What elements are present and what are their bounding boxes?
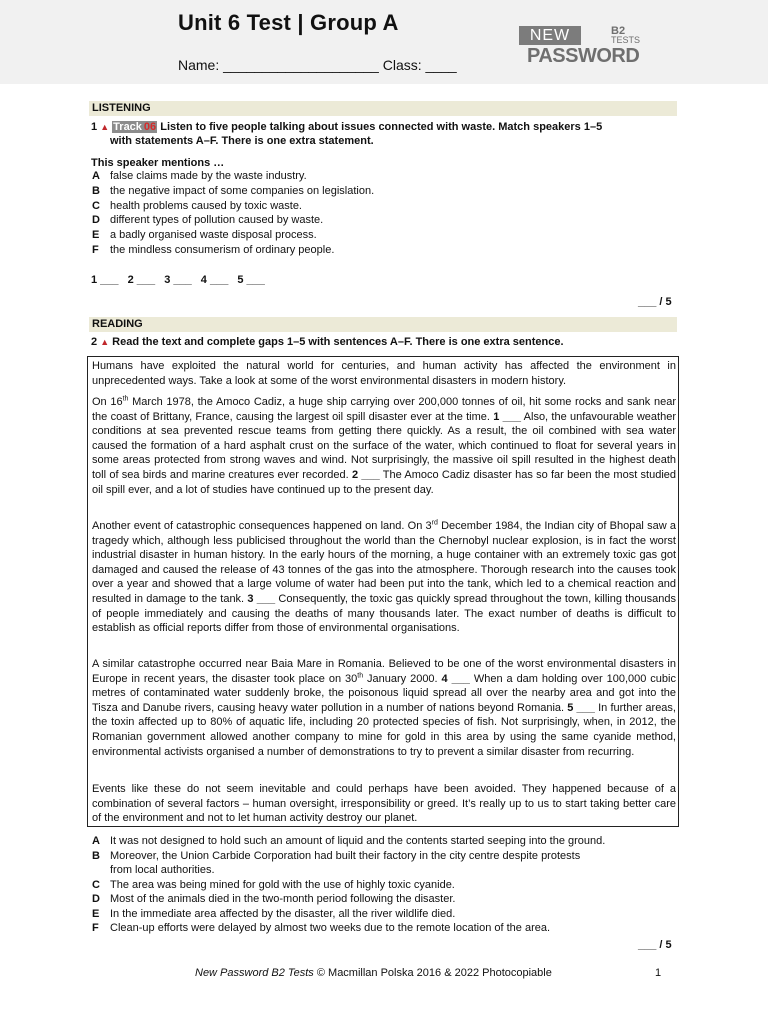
option-letter: F: [92, 244, 99, 256]
option-text: the mindless consumerism of ordinary people.: [110, 244, 335, 256]
option-letter: A: [92, 170, 100, 182]
name-class-line: Name: ____________________ Class: ____: [178, 57, 457, 73]
gap-1[interactable]: 1 ___: [493, 410, 521, 423]
reading-heading: READING: [89, 317, 677, 332]
option-letter: D: [92, 214, 100, 226]
text: December 1984, the Indian city of Bhopal saw a tragedy which, although less publicised throughout the world than the Chernobyl nuclear explosion, is in fact the worst industrial disaster in human history. In the early hours of the morning, a huge container with an extremely toxic gas got damaged and caused the release of 43 tonnes of the gas into the atmosphere. Thorough research into the causes took over a year and showed that a large volume of water had been put into the tank, which led to a chemical reaction and resulted in damage to the tank.: [92, 520, 676, 605]
logo-tests: TESTS: [611, 35, 641, 45]
footer-book-title: New Password B2 Tests: [195, 967, 314, 979]
option-letter: A: [92, 835, 100, 847]
reading-instruction: [91, 335, 564, 350]
reading-score: ___ / 5: [638, 939, 672, 951]
logo-level: B2: [611, 25, 626, 37]
answer-blank[interactable]: 4 ___: [200, 274, 229, 286]
option-text: different types of pollution caused by waste.: [110, 214, 324, 226]
listening-score: ___ / 5: [638, 296, 672, 308]
option-text: a badly organised waste disposal process.: [110, 229, 317, 241]
track-label: Track: [113, 121, 142, 133]
option-text: The area was being mined for gold with the use of highly toxic cyanide.: [110, 879, 455, 891]
paragraph-amoco-cadiz: [92, 395, 676, 497]
text: When a dam holding over 100,000 cubic metres of contaminated water suddenly broke, the poisonous liquid spread all over the nearby area and got into the Tisza and Danube rivers, causing heavy water pollution in a number of nations beyond Romania.: [92, 672, 676, 714]
option-text: Most of the animals died in the two-month period following the disaster.: [110, 893, 456, 905]
text: On 16: [92, 396, 123, 408]
gap-2[interactable]: 2 ___: [351, 468, 380, 481]
option-text: health problems caused by toxic waste.: [110, 200, 302, 212]
footer-copyright: [195, 967, 552, 979]
option-text: the negative impact of some companies on legislation.: [110, 185, 375, 197]
option-text: false claims made by the waste industry.: [110, 170, 307, 182]
option-letter: F: [92, 922, 99, 934]
answer-blank[interactable]: 3 ___: [164, 274, 192, 286]
listening-instruction-line2: with statements A–F. There is one extra statement.: [110, 135, 374, 147]
option-letter: B: [92, 850, 100, 862]
listening-instruction-line1: [91, 120, 602, 135]
instruction-text: Read the text and complete gaps 1–5 with sentences A–F. There is one extra sentence.: [112, 336, 564, 348]
text: Consequently, the toxic gas quickly spread throughout the town, killing thousands of people immediately and causing the deaths of many thousands later. The exact number of deaths is difficult to establish as official reports differ from those of environmental organisations.: [92, 592, 676, 635]
option-letter: D: [92, 893, 100, 905]
gap-4[interactable]: 4 ___: [441, 672, 470, 685]
paragraph-intro: Humans have exploited the natural world for centuries, and human activity has affected the environment in unprecedented ways. Take a look at some of the worst environmental disasters in modern history.: [92, 360, 676, 387]
footer-rights: © Macmillan Polska 2016 & 2022 Photocopiable: [313, 967, 552, 979]
logo-new: NEW: [519, 26, 581, 45]
graduation-cap-icon: ▲: [100, 337, 110, 347]
superscript: rd: [431, 519, 438, 527]
instruction-text: Listen to five people talking about issues connected with waste. Match speakers 1–5: [160, 121, 603, 133]
option-text: Moreover, the Union Carbide Corporation had built their factory in the city centre despite protests: [110, 850, 581, 862]
option-letter: C: [92, 879, 100, 891]
option-text-continued: from local authorities.: [110, 864, 215, 876]
superscript: th: [122, 395, 129, 403]
option-text: Clean-up efforts were delayed by almost two weeks due to the remote location of the area.: [110, 922, 551, 934]
answer-blank[interactable]: 5 ___: [237, 274, 265, 286]
task-number: 1: [91, 121, 98, 133]
text: March 1978, the Amoco Cadiz, a huge ship carrying over 200,000 tonnes of oil, hit some rocks and sank near the coast of Brittany, France, causing the largest oil spill disaster ever at the time.: [92, 396, 676, 423]
text: In further areas, the toxin affected up to 80% of aquatic life, including 20 protected species of fish. Not surprisingly, when, in 2012, the Romanian government allowed another company to mine for gold in this area by using the same cyanide method, environmental activists organised a number of demonstrations to try to prevent a similar disaster from recurring.: [92, 701, 676, 758]
paragraph-bhopal: [92, 519, 676, 636]
listening-heading: LISTENING: [89, 101, 677, 116]
option-letter: E: [92, 908, 100, 920]
option-text: It was not designed to hold such an amount of liquid and the contents started seeping into the ground.: [110, 835, 606, 847]
listening-lead: This speaker mentions …: [91, 157, 225, 169]
option-text: In the immediate area affected by the disaster, all the river wildlife died.: [110, 908, 456, 920]
gap-5[interactable]: 5 ___: [567, 701, 595, 714]
text: The Amoco Cadiz disaster has so far been the most studied oil spill ever, and a lot of studies have continued up to the present day.: [92, 468, 676, 496]
page-number: 1: [655, 967, 662, 979]
option-letter: E: [92, 229, 100, 241]
new-password-logo: [519, 26, 645, 66]
page-title: Unit 6 Test | Group A: [178, 10, 399, 35]
gap-3[interactable]: 3 ___: [247, 592, 276, 605]
text: A similar catastrophe occurred near Baia Mare in Romania. Believed to be one of the worst environmental disasters in Europe in recent years, the disaster took place on 30: [92, 658, 676, 685]
superscript: th: [357, 671, 364, 679]
graduation-cap-icon: ▲: [100, 122, 110, 132]
logo-brand: PASSWORD: [527, 45, 640, 67]
task-number: 2: [91, 336, 98, 348]
answer-blank[interactable]: 1 ___: [91, 274, 119, 286]
paragraph-baia-mare: [92, 657, 676, 759]
text: Another event of catastrophic consequences happened on land. On 3: [92, 520, 432, 532]
text: Also, the unfavourable weather conditions at sea prevented rescue teams from getting there quickly. As a result, the oil combined with sea water caused the formation of a hard asphalt crust on the surface of the water, which continued to float for several years in some areas protected from strong waves and wind. Not surprisingly, the massive oil spill resulted in the highest death toll of sea birds and marine creatures ever recorded.: [92, 410, 676, 481]
option-letter: B: [92, 185, 100, 197]
answer-blank[interactable]: 2 ___: [127, 274, 156, 286]
listening-answer-blanks: [91, 273, 271, 288]
option-letter: C: [92, 200, 100, 212]
track-number: 06: [143, 121, 157, 133]
paragraph-conclusion: Events like these do not seem inevitable and could perhaps have been avoided. They happened because of a combination of several factors – human oversight, irresponsibility or greed. It’s really up to us to start taking better care of the environment and not to let human activity destroy our planet.: [92, 783, 676, 825]
text: January 2000.: [363, 672, 442, 685]
